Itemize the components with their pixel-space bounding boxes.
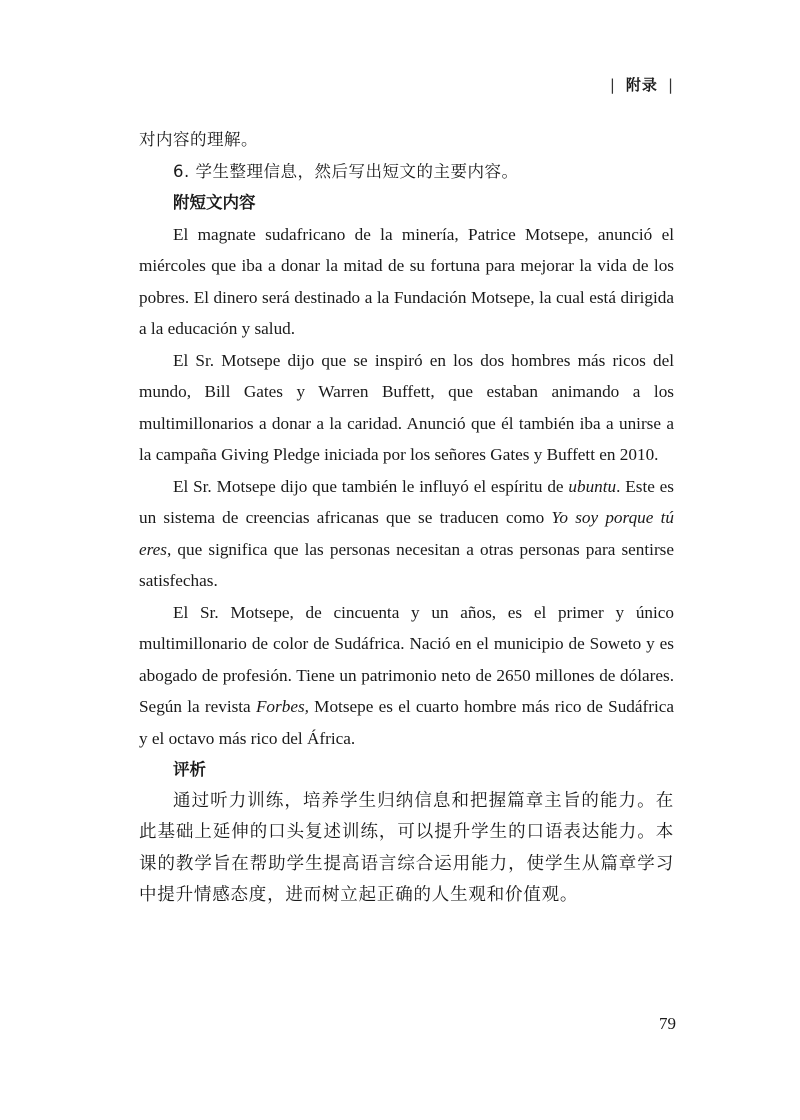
page-body [139, 124, 674, 912]
header-bar-right: | [667, 75, 674, 94]
running-header [610, 74, 674, 95]
step-6: 6. 学生整理信息，然后写出短文的主要内容。 [173, 161, 519, 181]
paragraph-2: El Sr. Motsepe dijo que se inspiró en los dos hombres más ricos del mundo, Bill Gates y Warren Buffett, que estaban animando a los multimillonarios a donar a la caridad. Anunció que él también iba a unirse a la campaña Giving Pledge iniciada por los señores Gates y Buffett en 2010. [139, 350, 674, 464]
paragraph-3 [139, 471, 674, 597]
paragraph-4-part-a: El Sr. Motsepe, de cincuenta y un años, es el primer y único multimillonario de color de Sudáfrica. Nació en el municipio de Soweto y es abogado de profesión. Tiene un patrimonio neto de 2650 millones de dólares. Según la revista [139, 602, 674, 716]
paragraph-3-part-a: El Sr. Motsepe dijo que también le influyó el espíritu de [173, 476, 569, 496]
commentary-paragraph: 通过听力训练，培养学生归纳信息和把握篇章主旨的能力。在此基础上延伸的口头复述训练，可以提升学生的口语表达能力。本课的教学旨在帮助学生提高语言综合运用能力，使学生从篇章学习中提升情感态度，进而树立起正确的人生观和价值观。 [139, 790, 674, 905]
commentary-heading: 评析 [173, 760, 206, 779]
paragraph-3-term-ubuntu: ubuntu [568, 476, 617, 496]
header-bar-left: | [609, 75, 616, 94]
paragraph-4 [139, 597, 674, 755]
header-section-title: 附录 [625, 76, 658, 94]
page-number: 79 [659, 1014, 676, 1033]
continuation-line: 对内容的理解。 [139, 130, 258, 149]
paragraph-3-part-c: . Este es un sistema de creencias africanas que se traducen como [139, 476, 674, 527]
paragraph-3-part-e: , que significa que las personas necesitan a otras personas para sentirse satisfechas. [139, 539, 674, 590]
paragraph-4-magazine: Forbes, [255, 697, 309, 716]
paragraph-3-phrase: Yo soy porque tú eres [139, 508, 674, 559]
appendix-heading: 附短文内容 [173, 193, 256, 212]
paragraph-1: El magnate sudafricano de la minería, Patrice Motsepe, anunció el miércoles que iba a donar la mitad de su fortuna para mejorar la vida de los pobres. El dinero será destinado a la Fundación Motsepe, la cual está dirigida a la educación y salud. [139, 224, 674, 338]
paragraph-4-part-c: Motsepe es el cuarto hombre más rico de Sudáfrica y el octavo más rico del África. [139, 697, 675, 748]
